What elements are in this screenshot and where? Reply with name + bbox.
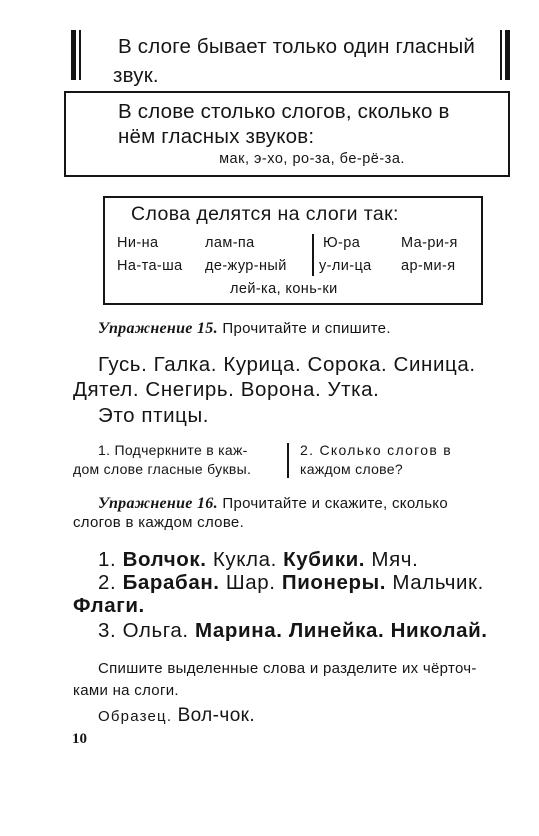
note-line1: Спишите выделенные слова и разделите их чёрточ- [98,660,477,677]
split-word: де-жур-ный [205,258,287,274]
word: Шар. [225,571,276,594]
exercise-16-heading [98,495,448,513]
word: Мяч. [371,548,419,571]
sample-line [98,705,255,727]
line-number: 2. [98,571,117,594]
split-word: Ю-ра [323,235,361,251]
exercise-15-instruction: Прочитайте и спишите. [222,320,391,337]
right-thin-bar [500,30,502,80]
copy-instruction [73,658,508,702]
task-count-syllables [300,441,452,479]
rule1-text [113,32,476,90]
rule2-examples: мак, э-хо, ро-за, бе-рё-за. [219,151,405,167]
sample-label: Образец. [98,708,173,725]
bold-word: Марина. [194,619,283,642]
left-thin-bar [79,30,81,80]
task1-line2: дом слове гласные буквы. [73,461,252,477]
rule1-line2: звук. [113,64,159,87]
bold-word: Волчок. [122,548,207,571]
left-thick-bar [71,30,76,80]
split-word: Ма-ри-я [401,235,458,251]
rule-syllable-count-box [64,91,510,177]
syllable-split-box [103,196,483,305]
split-word: На-та-ша [117,258,183,274]
split-word-bottom: лей-ка, конь-ки [230,281,338,297]
word: Ольга. [122,619,189,642]
task1-line1: 1. Подчеркните в каж- [98,442,248,458]
exercise-15-heading [98,320,391,338]
split-word: Ни-на [117,235,159,251]
rule1-line1: В слоге бывает только один гласный [118,35,476,58]
exercise-16-instruction: Прочитайте и скажите, сколько [222,495,448,512]
right-thick-bar [505,30,510,80]
bold-word: Николай. [390,619,488,642]
sample-word: Вол-чок. [177,705,256,726]
bold-word: Линейка. [288,619,385,642]
exercise-15-line: Это птицы. [98,404,210,427]
rule3-title: Слова делятся на слоги так: [131,203,399,225]
note-line2: ками на слоги. [73,682,179,699]
column-divider [312,234,314,276]
bold-word: Флаги. [73,594,145,617]
exercise-16-line-1 [98,548,418,572]
rule2-text [118,99,450,149]
task-divider [287,443,289,478]
bold-word: Барабан. [122,571,220,594]
exercise-15-line: Дятел. Снегирь. Ворона. Утка. [73,378,380,401]
rule2-line1: В слове столько слогов, сколько в [118,100,450,123]
line-number: 3. [98,619,117,642]
split-word: у-ли-ца [319,258,372,274]
split-word: лам-па [205,235,255,251]
split-word: ар-ми-я [401,258,456,274]
exercise-16-line-2b [73,594,145,618]
page-number: 10 [72,731,87,747]
task-underline-vowels [73,441,252,479]
rule-syllable-one-vowel [68,30,510,87]
task2-line1: 2. Сколько слогов в [300,442,453,458]
exercise-16-instruction-cont: слогов в каждом слове. [73,514,245,531]
exercise-15-label: Упражнение 15. [98,320,218,337]
word: Мальчик. [392,571,484,594]
word: Кукла. [212,548,277,571]
exercise-16-line-2 [98,571,484,595]
task2-line2: каждом слове? [300,461,403,477]
exercise-15-line: Гусь. Галка. Курица. Сорока. Синица. [98,353,476,376]
line-number: 1. [98,548,117,571]
bold-word: Пионеры. [281,571,387,594]
exercise-16-label: Упражнение 16. [98,495,218,512]
rule2-line2: нём гласных звуков: [118,125,315,148]
exercise-16-line-3 [98,619,488,643]
bold-word: Кубики. [283,548,366,571]
